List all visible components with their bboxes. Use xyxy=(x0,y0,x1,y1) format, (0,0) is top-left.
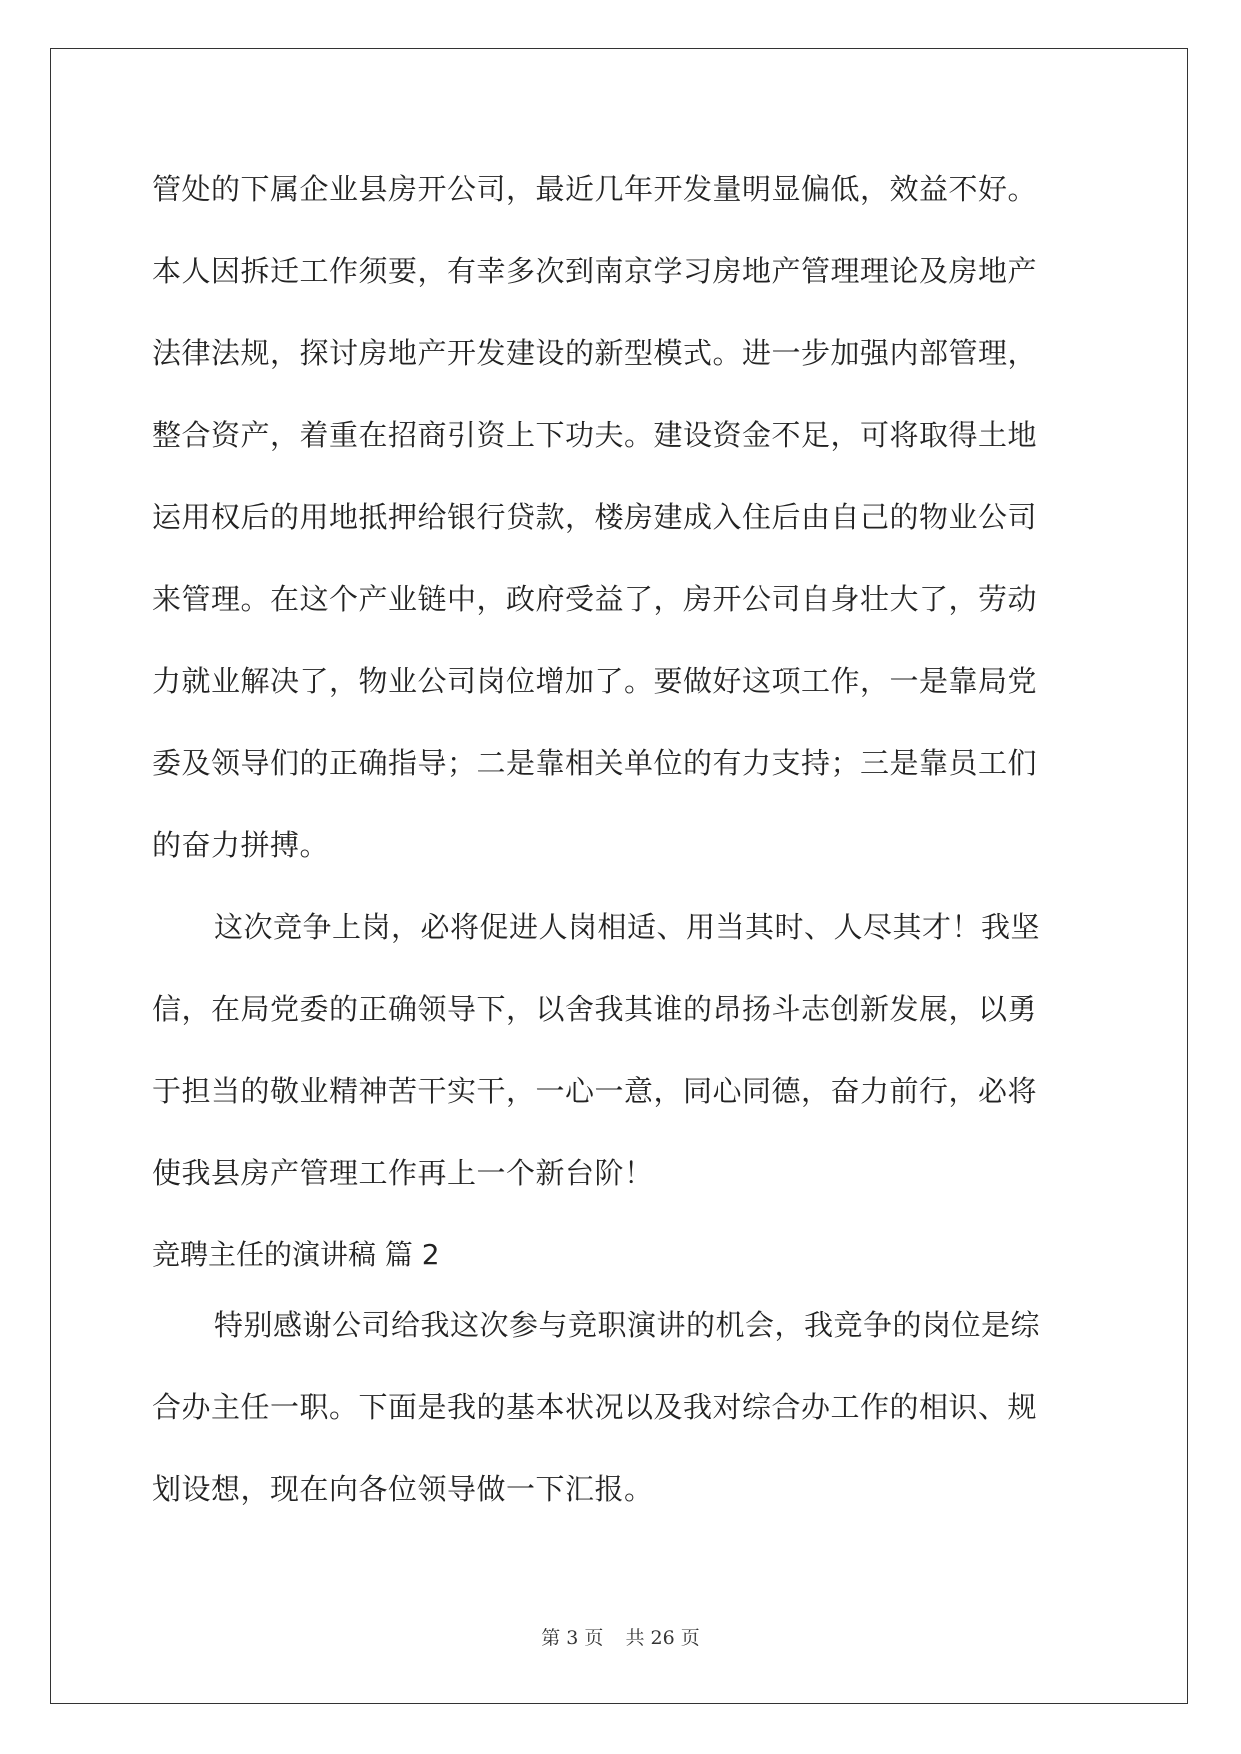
text-line: 力就业解决了，物业公司岗位增加了。要做好这项工作，一是靠局党 xyxy=(152,664,1038,698)
text-line: 合办主任一职。下面是我的基本状况以及我对综合办工作的相识、规 xyxy=(152,1390,1038,1424)
text-line: 委及领导们的正确指导；二是靠相关单位的有力支持；三是靠员工们 xyxy=(152,746,1038,780)
text-line: 本人因拆迁工作须要，有幸多次到南京学习房地产管理理论及房地产 xyxy=(152,254,1038,288)
text-line: 划设想，现在向各位领导做一下汇报。 xyxy=(152,1472,654,1506)
section-heading: 竞聘主任的演讲稿 篇 2 xyxy=(152,1238,440,1271)
page-number: 第 3 页 xyxy=(541,1627,604,1649)
text-line: 法律法规，探讨房地产开发建设的新型模式。进一步加强内部管理， xyxy=(152,336,1038,370)
text-line: 运用权后的用地抵押给银行贷款，楼房建成入住后由自己的物业公司 xyxy=(152,500,1038,534)
paragraph-continuation xyxy=(152,160,1092,898)
document-body xyxy=(152,160,1092,1542)
text-line: 整合资产，着重在招商引资上下功夫。建设资金不足，可将取得土地 xyxy=(152,418,1038,452)
text-line: 来管理。在这个产业链中，政府受益了，房开公司自身壮大了，劳动 xyxy=(152,582,1038,616)
paragraph-intro xyxy=(152,1296,1092,1542)
text-line: 特别感谢公司给我这次参与竞职演讲的机会，我竞争的岗位是综 xyxy=(214,1308,1041,1342)
page-total: 共 26 页 xyxy=(625,1627,700,1649)
text-line: 信，在局党委的正确领导下，以舍我其谁的昂扬斗志创新发展，以勇 xyxy=(152,992,1038,1026)
text-line: 于担当的敬业精神苦干实干，一心一意，同心同德，奋力前行，必将 xyxy=(152,1074,1038,1108)
text-line: 管处的下属企业县房开公司，最近几年开发量明显偏低，效益不好。 xyxy=(152,172,1038,206)
page-footer xyxy=(0,1623,1241,1650)
text-line: 这次竞争上岗，必将促进人岗相适、用当其时、人尽其才！我坚 xyxy=(214,910,1041,944)
text-line: 使我县房产管理工作再上一个新台阶！ xyxy=(152,1156,654,1190)
text-line: 的奋力拼搏。 xyxy=(152,828,330,862)
paragraph-conclusion xyxy=(152,898,1092,1226)
